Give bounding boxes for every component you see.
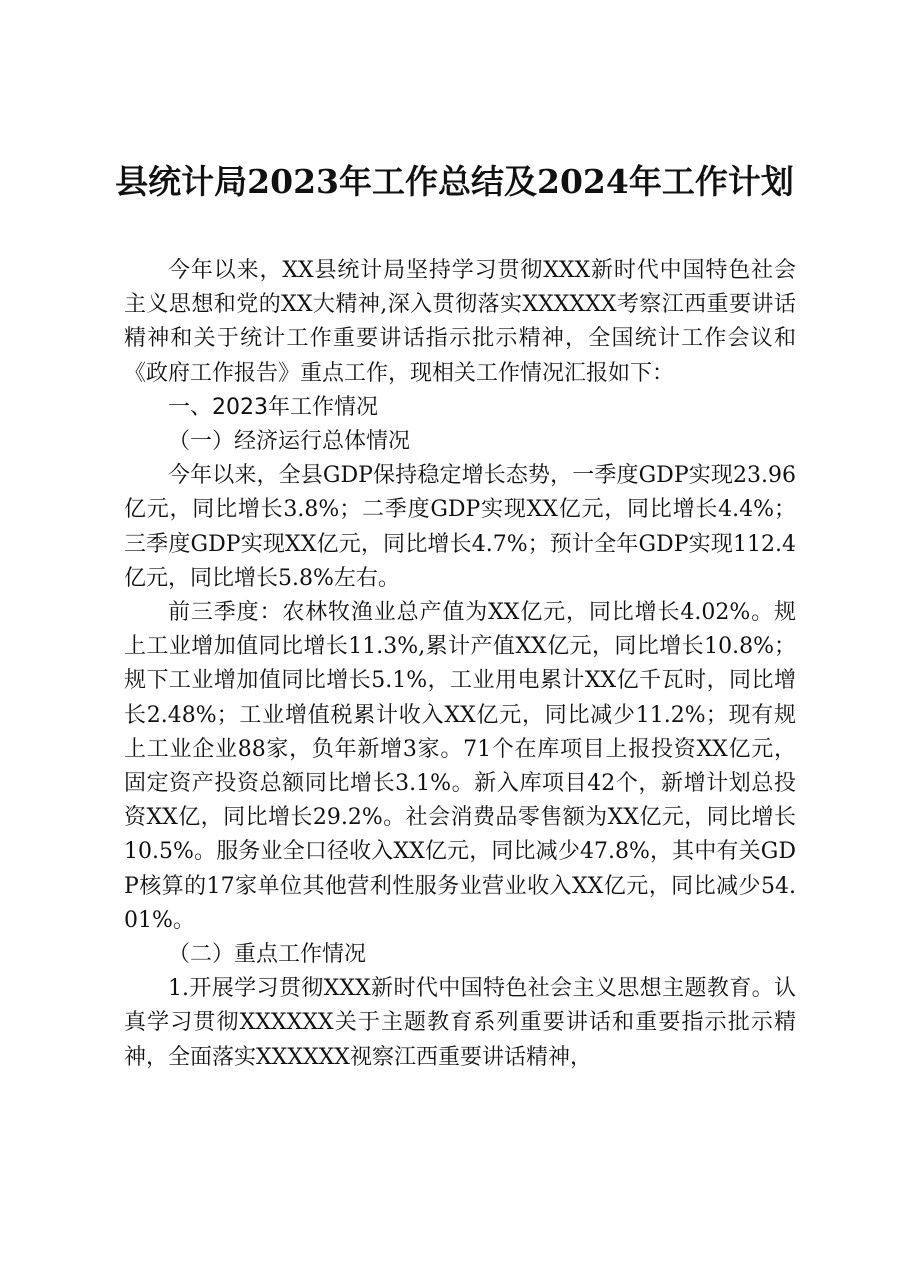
subsection-heading-key-work: （二）重点工作情况 <box>168 942 367 968</box>
subsection-heading-economy: （一）经济运行总体情况 <box>168 429 411 455</box>
gdp-paragraph: 今年以来，全县GDP保持稳定增长态势，一季度GDP实现23.96亿元，同比增长3.8%；二季度GDP实现XX亿元，同比增长4.4%；三季度GDP实现XX亿元，同比增长4.7%；预计全年GDP实现112.4亿元，同比增长5.8%左右。 <box>124 463 796 591</box>
key-work-paragraph-1: 1.开展学习贯彻XXX新时代中国特色社会主义思想主题教育。认真学习贯彻XXXXXX关于主题教育系列重要讲话和重要指示批示精神，全面落实XXXXXX视察江西重要讲话精神， <box>124 976 796 1070</box>
document-body <box>124 254 796 1075</box>
first-three-quarters-paragraph: 前三季度：农林牧渔业总产值为XX亿元，同比增长4.02%。规上工业增加值同比增长11.3%,累计产值XX亿元，同比增长10.8%；规下工业增加值同比增长5.1%，工业用电累计XX亿千瓦时，同比增长2.48%；工业增值税累计收入XX亿元，同比减少11.2%；现有规上工业企业88家，负年新增3家。71个在库项目上报投资XX亿元，固定资产投资总额同比增长3.1%。新入库项目42个，新增计划总投资XX亿，同比增长29.2%。社会消费品零售额为XX亿元，同比增长10.5%。服务业全口径收入XX亿元，同比减少47.8%，其中有关GDP核算的17家单位其他营利性服务业营业收入XX亿元，同比减少54.01%。 <box>124 600 796 933</box>
intro-paragraph: 今年以来，XX县统计局坚持学习贯彻XXX新时代中国特色社会主义思想和党的XX大精神,深入贯彻落实XXXXXX考察江西重要讲话精神和关于统计工作重要讲话指示批示精神，全国统计工作会议和《政府工作报告》重点工作，现相关工作情况汇报如下： <box>124 258 796 386</box>
section-heading-2023-work: 一、2023年工作情况 <box>168 394 378 420</box>
document-title: 县统计局2023年工作总结及2024年工作计划 <box>115 162 794 201</box>
